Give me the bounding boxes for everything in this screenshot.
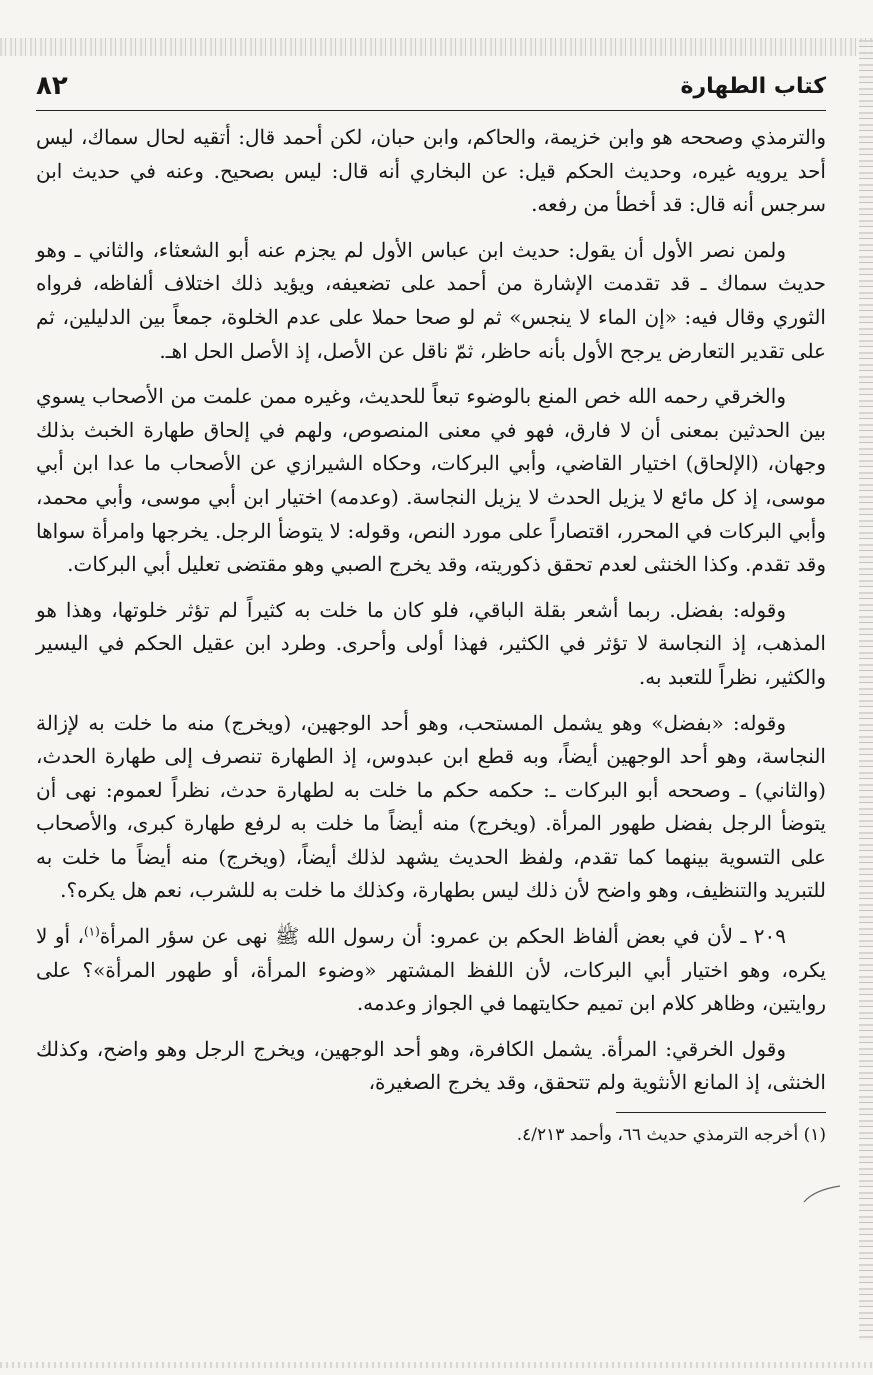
book-page (36, 62, 826, 1149)
scan-edge-bottom (0, 1362, 873, 1368)
scan-edge-top (0, 38, 873, 56)
paragraph-209-text-continued: ، أو لا يكره، وهو اختيار أبي البركات، لأن اللفظ المشتهر «وضوء المرأة، أو طهور المرأة»؟ على روايتين، وظاهر كلام ابن تميم حكايتهما في الجواز وعدمه. (36, 924, 826, 1016)
paragraph: وقوله: بفضل. ربما أشعر بقلة الباقي، فلو كان ما خلت به كثيراً لم تؤثر خلوتها، وهذا هو المذهب، إذ النجاسة لا تؤثر في الكثير، فهذا أولى وأحرى. وطرد ابن عقيل الحكم في اليسير والكثير، نظراً للتعبد به. (36, 597, 826, 689)
paragraph: ولمن نصر الأول أن يقول: حديث ابن عباس الأول لم يجزم عنه أبو الشعثاء، والثاني ـ وهو حديث سماك ـ قد تقدمت الإشارة من أحمد على تضعيفه، ويؤيد ذلك اختلاف ألفاظه، فرواه الثوري وقال فيه: «إن الماء لا ينجس» ثم لو صحا حملا على عدم الخلوة، جمعاً بين الدليلين، ثم على تقدير التعارض يرجح الأول بأنه حاظر، ثمّ ناقل عن الأصل، إذ الأصل الحل اهـ. (36, 237, 826, 363)
pencil-mark-icon (800, 1182, 844, 1206)
footnote-divider (616, 1112, 826, 1113)
body-text (36, 121, 826, 1100)
paragraph: والترمذي وصححه هو وابن خزيمة، والحاكم، وابن حبان، لكن أحمد قال: أتقيه لحال سماك، ليس أحد يرويه غيره، وحديث الحكم قيل: عن البخاري أنه قال: ليس بصحيح. وعنه في حديث ابن سرجس أنه قال: قد أخطأ من رفعه. (36, 125, 826, 217)
paragraph-209 (36, 920, 826, 1021)
paragraph-209-text: ٢٠٩ ـ لأن في بعض ألفاظ الحكم بن عمرو: أن رسول الله ﷺ نهى عن سؤر المرأة (99, 924, 787, 949)
paragraph: وقوله: «بفضل» وهو يشمل المستحب، وهو أحد الوجهين، (ويخرج) منه ما خلت به لإزالة النجاسة، وهو أحد الوجهين أيضاً، وبه قطع ابن عبدوس، إذ الطهارة تنصرف إلى طهارة الحدث، (والثاني) ـ وصححه أبو البركات ـ: حكمه حكم ما خلت به لطهارة حدث، نظراً لعموم: نهى أن يتوضأ الرجل بفضل طهور المرأة. (ويخرج) منه أيضاً ما خلت به لرفع طهارة كبرى، والأصحاب على التسوية بينهما كما تقدم، ولفظ الحديث يشهد لذلك أيضاً، (ويخرج) منه أيضاً ما خلت به للتبريد والتنظيف، وهو واضح لأن ذلك ليس بطهارة، وكذلك ما خلت به للشرب، نعم هل يكره؟. (36, 710, 826, 903)
footnote: (١) أخرجه الترمذي حديث ٦٦، وأحمد ٤/٢١٣. (516, 1125, 826, 1146)
page-number: ٨٢ (36, 71, 68, 101)
page-header (36, 62, 826, 111)
scan-edge-right (859, 40, 873, 1340)
paragraph: وقول الخرقي: المرأة. يشمل الكافرة، وهو أحد الوجهين، ويخرج الرجل وهو واضح، وكذلك الخنثى، إذ المانع الأنثوية ولم تتحقق، وقد يخرج الصغيرة، (36, 1036, 826, 1095)
footnote-reference[interactable]: (١) (83, 924, 100, 939)
paragraph: والخرقي رحمه الله خص المنع بالوضوء تبعاً للحديث، وغيره ممن علمت من الأصحاب يسوي بين الحدثين بمعنى أن لا فارق، فهو في معنى المنصوص، ولهم في إلحاق طهارة الخبث بذلك وجهان، (الإلحاق) اختيار القاضي، وأبي البركات، وحكاه الشيرازي عن الأصحاب ما عدا ابن أبي موسى، إذ كل مائع لا يزيل الحدث لا يزيل النجاسة. (وعدمه) اختيار ابن أبي موسى، وأبي محمد، وأبي البركات في المحرر، اقتصاراً على مورد النص، وقوله: لا يتوضأ الرجل. يخرجها وامرأة سواها وقد تقدم. وكذا الخنثى لعدم تحقق ذكوريته، وقد يخرج الصبي وهو مقتضى تعليل أبي البركات. (36, 384, 826, 577)
running-title: كتاب الطهارة (680, 73, 826, 99)
